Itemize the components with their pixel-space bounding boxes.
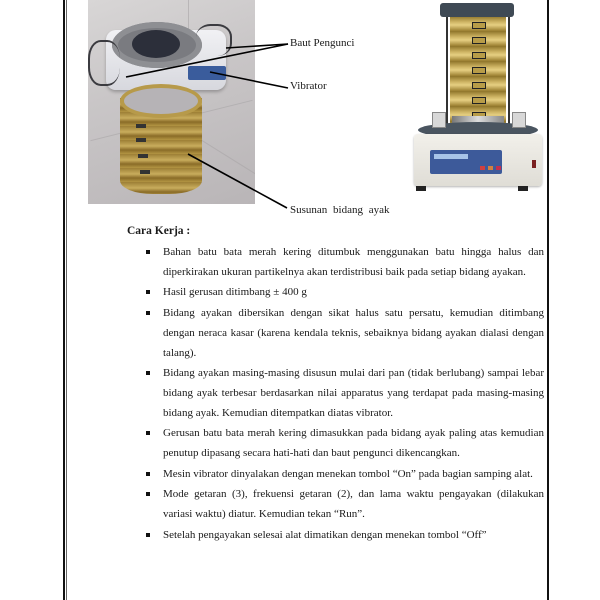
list-item xyxy=(140,526,544,546)
steps-list xyxy=(140,243,544,547)
step-text: Bidang ayakan masing-masing disusun mulai dari pan (tidak berlubang) sampai lebar bidang ayak terbesar berdasarkan nilai apparatus yang terdapat pada masing-masing bidang ayak. Kemudian ditempatkan diatas vibrator. xyxy=(163,367,544,419)
shaker-clamp xyxy=(432,112,446,128)
step-text: Bidang ayakan dibersikan dengan sikat halus satu persatu, kemudian ditimbang dengan neraca kasar (karena kendala teknis, sebaiknya bidang ayakan dialasi dengan talang). xyxy=(163,307,544,359)
label-vibrator: Vibrator xyxy=(290,80,327,92)
shaker-lcd xyxy=(434,154,468,159)
shaker-button xyxy=(488,166,493,170)
bullet-icon xyxy=(146,533,150,537)
page-border-right xyxy=(547,0,549,600)
shaker-button xyxy=(480,166,485,170)
label-baut-pengunci: Baut Pengunci xyxy=(290,37,355,49)
shaker-lid xyxy=(440,3,514,17)
sieve-tag xyxy=(136,124,146,128)
photo-sieve-shaker xyxy=(400,0,545,196)
list-item xyxy=(140,283,544,303)
step-text: Setelah pengayakan selesai alat dimatikan dengan menekan tombol “Off” xyxy=(163,528,487,541)
bullet-icon xyxy=(146,371,150,375)
list-item xyxy=(140,424,544,463)
sieve-label xyxy=(472,82,486,89)
vibrator-plate xyxy=(132,30,180,58)
sieve-tag xyxy=(140,170,150,174)
sieve-label xyxy=(472,22,486,29)
list-item xyxy=(140,485,544,524)
bullet-icon xyxy=(146,431,150,435)
step-text: Hasil gerusan ditimbang ± 400 g xyxy=(163,286,307,299)
section-heading: Cara Kerja : xyxy=(127,225,191,237)
sieve-label xyxy=(472,52,486,59)
bullet-icon xyxy=(146,472,150,476)
list-item xyxy=(140,364,544,423)
shaker-power-switch xyxy=(532,160,536,168)
shaker-rod xyxy=(446,14,448,132)
cable xyxy=(196,24,232,56)
sieve-label xyxy=(472,97,486,104)
vibrator-display xyxy=(188,66,226,80)
step-text: Bahan batu bata merah kering ditumbuk menggunakan batu hingga halus dan diperkirakan ukuran partikelnya akan terdistribusi baik pada setiap bidang ayakan. xyxy=(163,246,544,278)
cable xyxy=(88,40,120,86)
bullet-icon xyxy=(146,250,150,254)
bullet-icon xyxy=(146,492,150,496)
sieve-top xyxy=(120,84,202,118)
label-susunan-bidang-ayak: Susunan bidang ayak xyxy=(290,204,390,216)
bullet-icon xyxy=(146,311,150,315)
list-item xyxy=(140,243,544,282)
bullet-icon xyxy=(146,290,150,294)
sieve-tag xyxy=(136,138,146,142)
shaker-foot xyxy=(518,186,528,191)
shaker-rod xyxy=(508,14,510,132)
sieve-tag xyxy=(138,154,148,158)
step-text: Mode getaran (3), frekuensi getaran (2), dan lama waktu pengayakan (dilakukan variasi waktu) diatur. Kemudian tekan “Run”. xyxy=(163,488,544,521)
shaker-foot xyxy=(416,186,426,191)
page-border-left xyxy=(63,0,65,600)
sieve-label xyxy=(472,37,486,44)
page-border-left-inner xyxy=(66,0,67,600)
sieve-label xyxy=(472,67,486,74)
shaker-button xyxy=(496,166,501,170)
list-item xyxy=(140,465,544,485)
list-item xyxy=(140,304,544,363)
step-text: Mesin vibrator dinyalakan dengan menekan tombol “On” pada bagian samping alat. xyxy=(163,467,533,480)
shaker-clamp xyxy=(512,112,526,128)
shaker-sieve-stack xyxy=(450,16,506,124)
step-text: Gerusan batu bata merah kering dimasukkan pada bidang ayak paling atas kemudian penutup dipasang secara hati-hati dan baut pengunci dikencangkan. xyxy=(163,427,544,460)
photo-sieve-vibrator xyxy=(88,0,255,204)
